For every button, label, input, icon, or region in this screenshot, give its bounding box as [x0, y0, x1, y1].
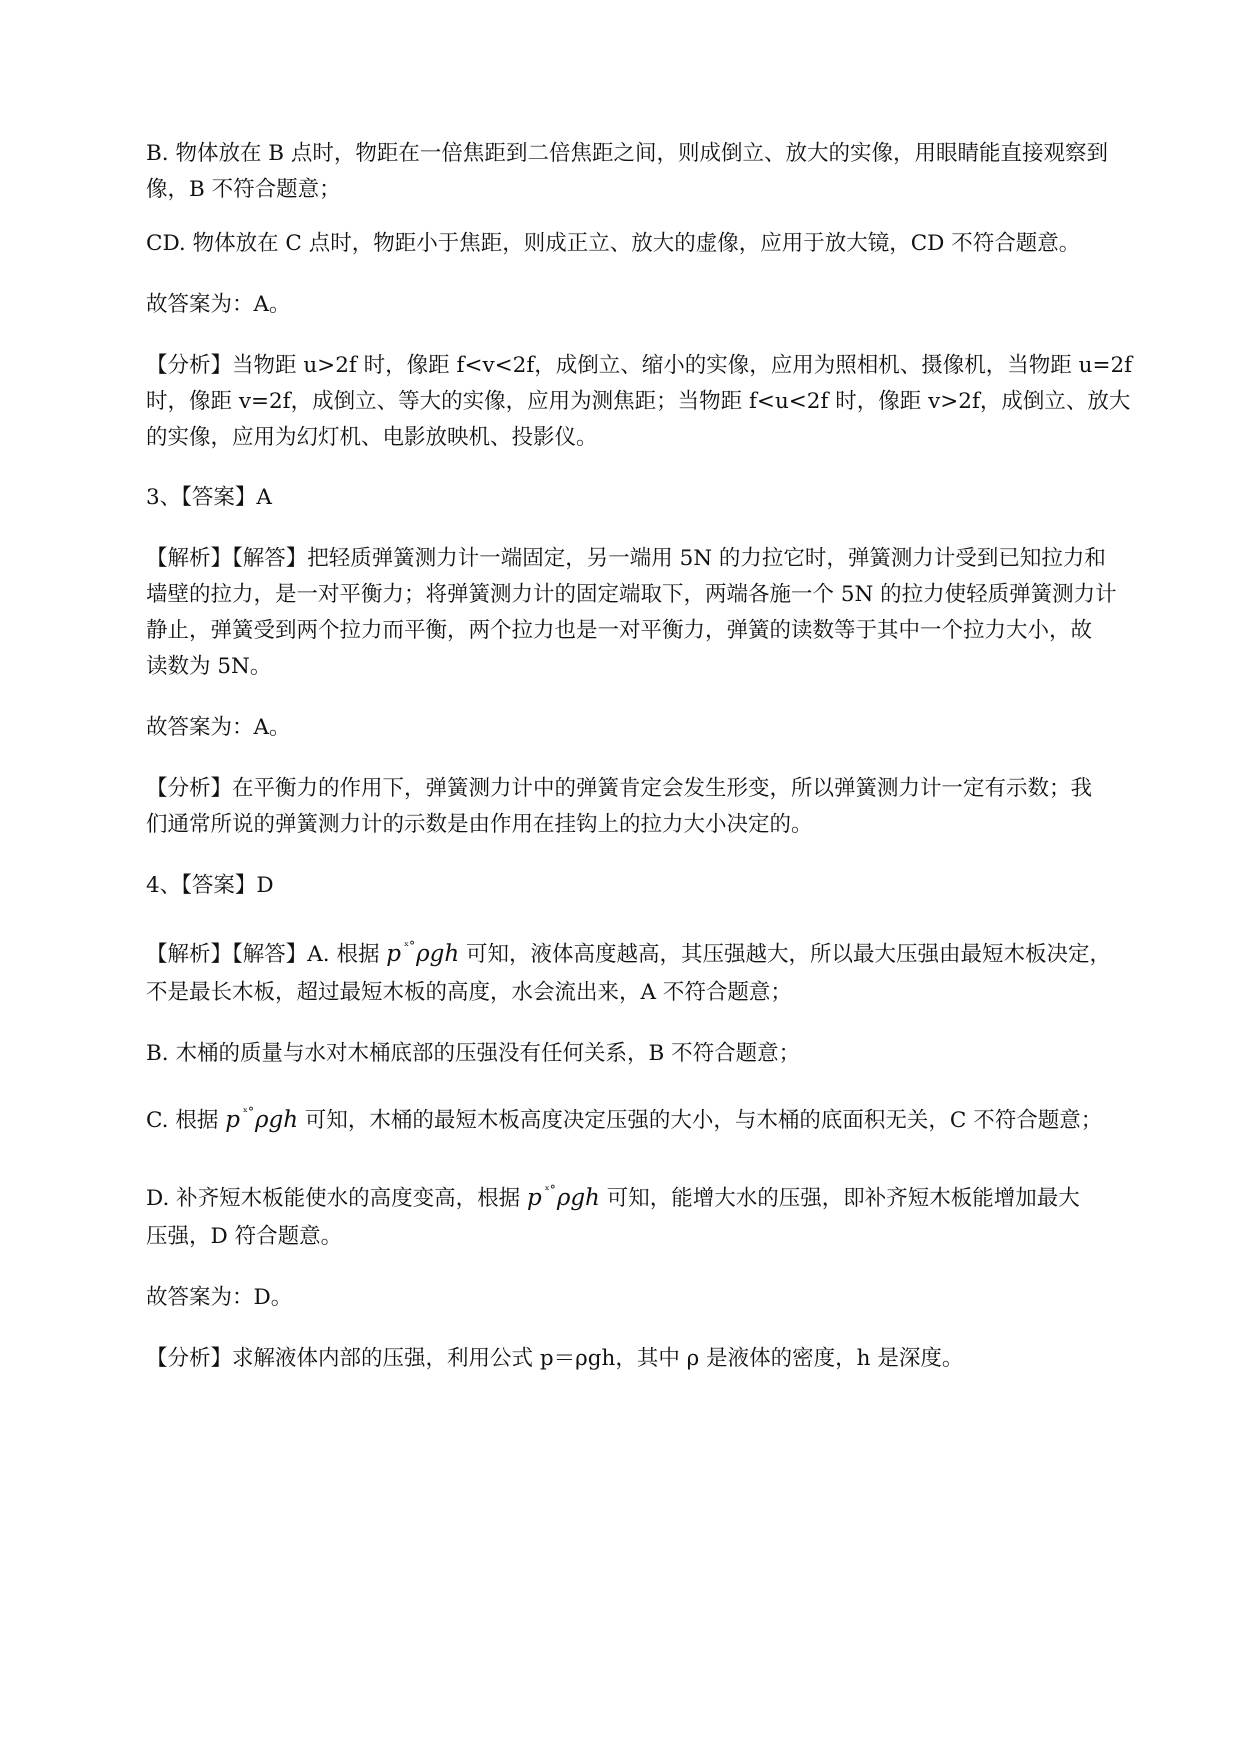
text-line: B. 物体放在 B 点时，物距在一倍焦距到二倍焦距之间，则成倒立、放大的实像，用眼睛能直接观察到	[146, 141, 1108, 166]
text-line: 【分析】当物距 u>2f 时，像距 f<v<2f，成倒立、缩小的实像，应用为照相机、摄像机，当物距 u=2f	[146, 353, 1133, 378]
text-line-with-formula	[146, 1105, 1151, 1138]
text-segment: 可知，液体高度越高，其压强越大，所以最大压强由最短木板决定，	[459, 942, 1112, 967]
text-line: 【分析】求解液体内部的压强，利用公式 p＝ρgh，其中 ρ 是液体的密度，h 是深度。	[146, 1346, 964, 1371]
text-segment: 可知，木桶的最短木板高度决定压强的大小，与木桶的底面积无关，C 不符合题意；	[298, 1108, 1103, 1133]
text-segment: C. 根据	[146, 1108, 226, 1133]
text-line: 像，B 不符合题意；	[146, 177, 341, 202]
text-segment: D. 补齐短木板能使水的高度变高，根据	[146, 1186, 527, 1211]
text-line: 故答案为：D。	[146, 1285, 293, 1310]
pressure-formula: p $^{ˣ^\circ}$ρgh	[526, 1183, 600, 1211]
pressure-formula: p $^{ˣ^\circ}$ρgh	[386, 939, 460, 967]
text-line: 时，像距 v=2f，成倒立、等大的实像，应用为测焦距；当物距 f<u<2f 时，像距 v>2f，成倒立、放大	[146, 389, 1131, 414]
text-line: 压强，D 符合题意。	[146, 1224, 343, 1249]
text-line: 4、【答案】D	[146, 873, 274, 898]
pressure-formula: p $^{ˣ^\circ}$ρgh	[225, 1105, 299, 1133]
text-line: 故答案为：A。	[146, 715, 291, 740]
text-line: 们通常所说的弹簧测力计的示数是由作用在挂钩上的拉力大小决定的。	[146, 812, 813, 837]
text-line-with-formula	[146, 939, 1151, 972]
text-line: 的实像，应用为幻灯机、电影放映机、投影仪。	[146, 425, 598, 450]
text-line: 故答案为：A。	[146, 292, 291, 317]
text-line: 【分析】在平衡力的作用下，弹簧测力计中的弹簧肯定会发生形变，所以弹簧测力计一定有示数；我	[146, 776, 1093, 801]
text-line-with-formula	[146, 1183, 1151, 1216]
text-line: 【解析】【解答】把轻质弹簧测力计一端固定，另一端用 5N 的力拉它时，弹簧测力计受到已知拉力和	[146, 546, 1106, 571]
text-line: 墙壁的拉力，是一对平衡力；将弹簧测力计的固定端取下，两端各施一个 5N 的拉力使轻质弹簧测力计	[146, 582, 1117, 607]
text-line: 3、【答案】A	[146, 485, 272, 510]
text-line: B. 木桶的质量与水对木桶底部的压强没有任何关系，B 不符合题意；	[146, 1041, 801, 1066]
text-segment: 可知，能增大水的压强，即补齐短木板能增加最大	[599, 1186, 1080, 1211]
text-line: CD. 物体放在 C 点时，物距小于焦距，则成正立、放大的虚像，应用于放大镜，CD 不符合题意。	[146, 231, 1081, 256]
text-segment: 【解析】【解答】A. 根据	[146, 942, 387, 967]
text-line: 静止，弹簧受到两个拉力而平衡，两个拉力也是一对平衡力，弹簧的读数等于其中一个拉力大小，故	[146, 618, 1093, 643]
text-line: 不是最长木板，超过最短木板的高度，水会流出来，A 不符合题意；	[146, 980, 792, 1005]
text-line: 读数为 5N。	[146, 654, 272, 679]
